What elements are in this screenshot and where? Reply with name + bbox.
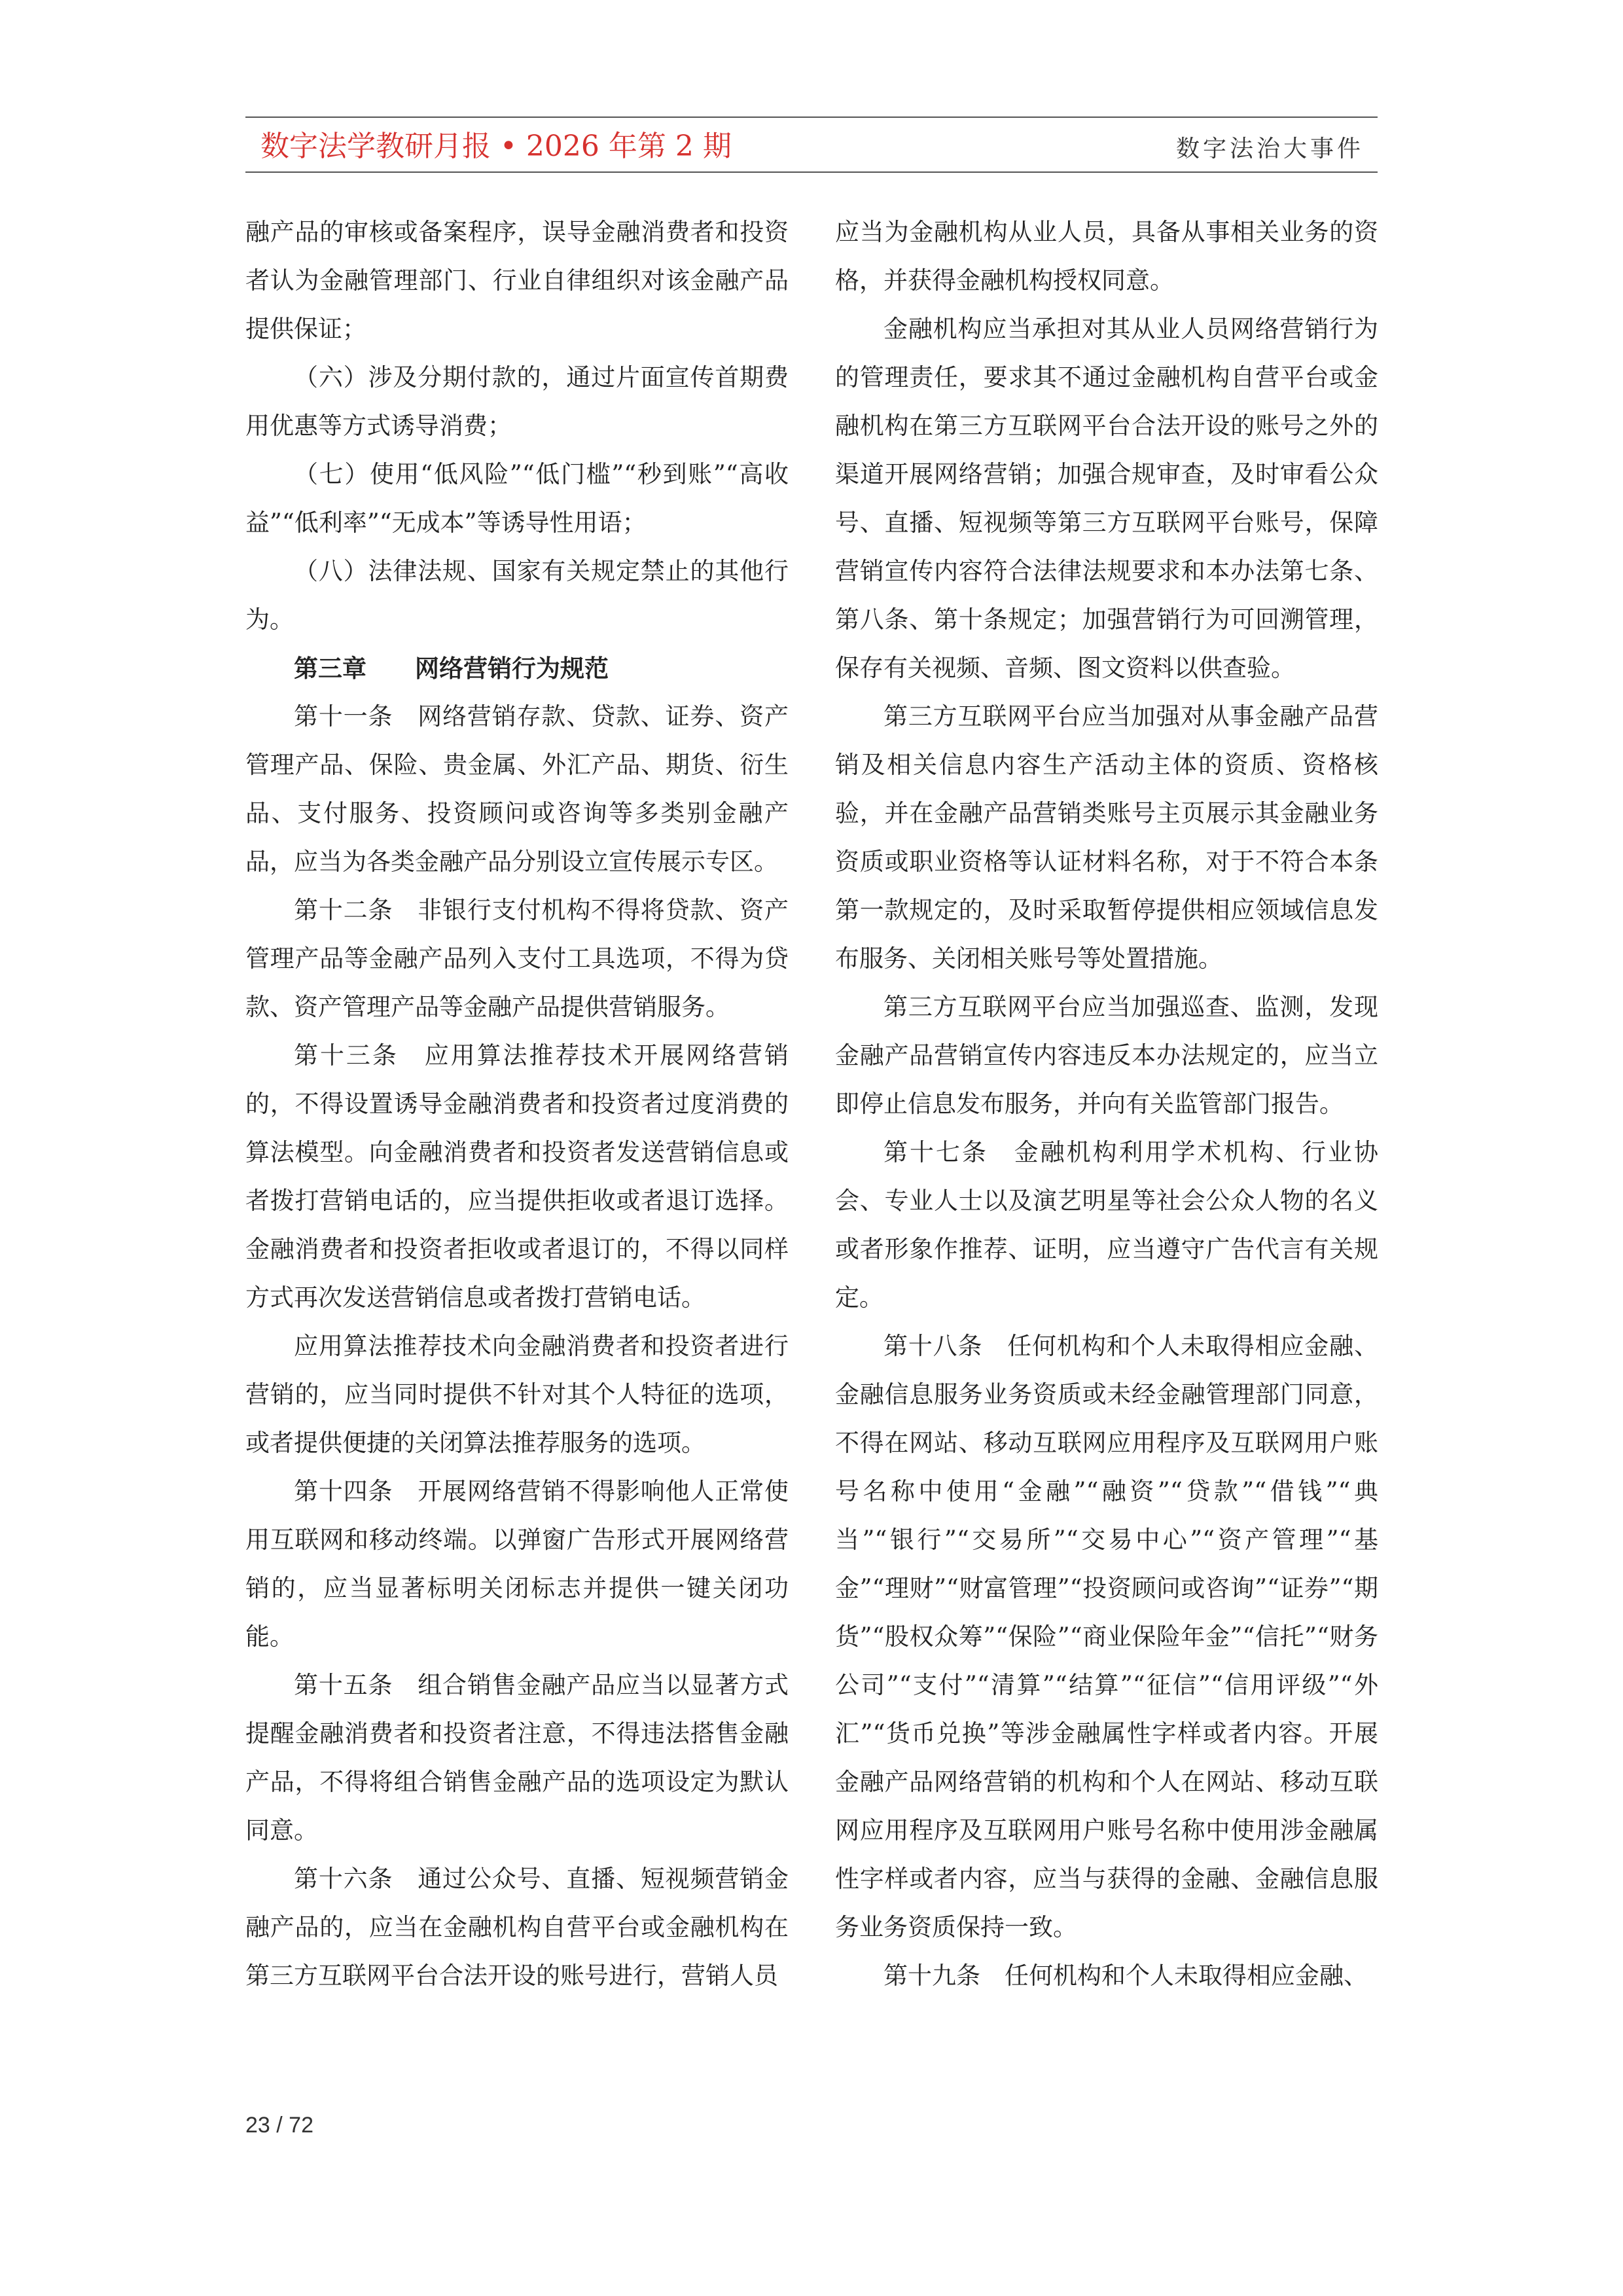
paragraph: 第十二条 非银行支付机构不得将贷款、资产管理产品等金融产品列入支付工具选项，不得为贷款、资产管理产品等金融产品提供营销服务。: [245, 896, 789, 1021]
chapter-heading: 第三章 网络营销行为规范: [294, 654, 609, 683]
paragraph: 第十九条 任何机构和个人未取得相应金融、: [883, 1962, 1368, 1990]
paragraph: 第十六条 通过公众号、直播、短视频营销金融产品的，应当在金融机构自营平台或金融机构在第三方互联网平台合法开设的账号进行，营销人员: [245, 1865, 789, 1990]
paragraph: 第十一条 网络营销存款、贷款、证券、资产管理产品、保险、贵金属、外汇产品、期货、衍生品、支付服务、投资顾问或咨询等多类别金融产品，应当为各类金融产品分别设立宣传展示专区。: [245, 702, 789, 876]
paragraph: 第十四条 开展网络营销不得影响他人正常使用互联网和移动终端。以弹窗广告形式开展网络营销的，应当显著标明关闭标志并提供一键关闭功能。: [245, 1477, 789, 1651]
paragraph: 第三方互联网平台应当加强对从事金融产品营销及相关信息内容生产活动主体的资质、资格核验，并在金融产品营销类账号主页展示其金融业务资质或职业资格等认证材料名称，对于不符合本条第一款规定的，及时采取暂停提供相应领域信息发布服务、关闭相关账号等处置措施。: [835, 702, 1378, 973]
paragraph: （六）涉及分期付款的，通过片面宣传首期费用优惠等方式诱导消费；: [245, 363, 789, 440]
paragraph: 第十五条 组合销售金融产品应当以显著方式提醒金融消费者和投资者注意，不得违法搭售金融产品，不得将组合销售金融产品的选项设定为默认同意。: [245, 1671, 789, 1844]
page-number: 23 / 72: [245, 2113, 313, 2138]
paragraph: （七）使用“低风险”“低门槛”“秒到账”“高收益”“低利率”“无成本”等诱导性用语；: [245, 460, 789, 537]
paragraph: （八）法律法规、国家有关规定禁止的其他行为。: [245, 557, 789, 634]
right-column: [835, 208, 1378, 2000]
paragraph: 应当为金融机构从业人员，具备从事相关业务的资格，并获得金融机构授权同意。: [835, 218, 1378, 295]
paragraph: 第十三条 应用算法推荐技术开展网络营销的，不得设置诱导金融消费者和投资者过度消费的算法模型。向金融消费者和投资者发送营销信息或者拨打营销电话的，应当提供拒收或者退订选择。金融消费者和投资者拒收或者退订的，不得以同样方式再次发送营销信息或者拨打营销电话。: [245, 1041, 789, 1312]
journal-title: 数字法学教研月报 • 2026 年第 2 期: [260, 130, 732, 163]
paragraph: 第三方互联网平台应当加强巡查、监测，发现金融产品营销宣传内容违反本办法规定的，应当立即停止信息发布服务，并向有关监管部门报告。: [835, 993, 1378, 1118]
paragraph: 金融机构应当承担对其从业人员网络营销行为的管理责任，要求其不通过金融机构自营平台或金融机构在第三方互联网平台合法开设的账号之外的渠道开展网络营销；加强合规审查，及时审看公众号、直播、短视频等第三方互联网平台账号，保障营销宣传内容符合法律法规要求和本办法第七条、第八条、第十条规定；加强营销行为可回溯管理，保存有关视频、音频、图文资料以供查验。: [835, 315, 1378, 682]
paragraph: 第十八条 任何机构和个人未取得相应金融、金融信息服务业务资质或未经金融管理部门同意，不得在网站、移动互联网应用程序及互联网用户账号名称中使用“金融”“融资”“贷款”“借钱”“典当”“银行”“交易所”“交易中心”“资产管理”“基金”“理财”“财富管理”“投资顾问或咨询”“证券”“期货”“股权众筹”“保险”“商业保险年金”“信托”“财务公司”“支付”“清算”“结算”“征信”“信用评级”“外汇”“货币兑换”等涉金融属性字样或者内容。开展金融产品网络营销的机构和个人在网站、移动互联网应用程序及互联网用户账号名称中使用涉金融属性字样或者内容，应当与获得的金融、金融信息服务业务资质保持一致。: [835, 1332, 1378, 1941]
paragraph: 第十七条 金融机构利用学术机构、行业协会、专业人士以及演艺明星等社会公众人物的名义或者形象作推荐、证明，应当遵守广告代言有关规定。: [835, 1138, 1378, 1312]
paragraph: 融产品的审核或备案程序，误导金融消费者和投资者认为金融管理部门、行业自律组织对该金融产品提供保证；: [245, 218, 789, 343]
paragraph: 应用算法推荐技术向金融消费者和投资者进行营销的，应当同时提供不针对其个人特征的选项，或者提供便捷的关闭算法推荐服务的选项。: [245, 1332, 789, 1457]
header-top-rule: [245, 117, 1378, 118]
header-bottom-rule: [245, 171, 1378, 173]
left-column: [245, 208, 789, 2000]
section-title: 数字法治大事件: [1175, 135, 1364, 162]
